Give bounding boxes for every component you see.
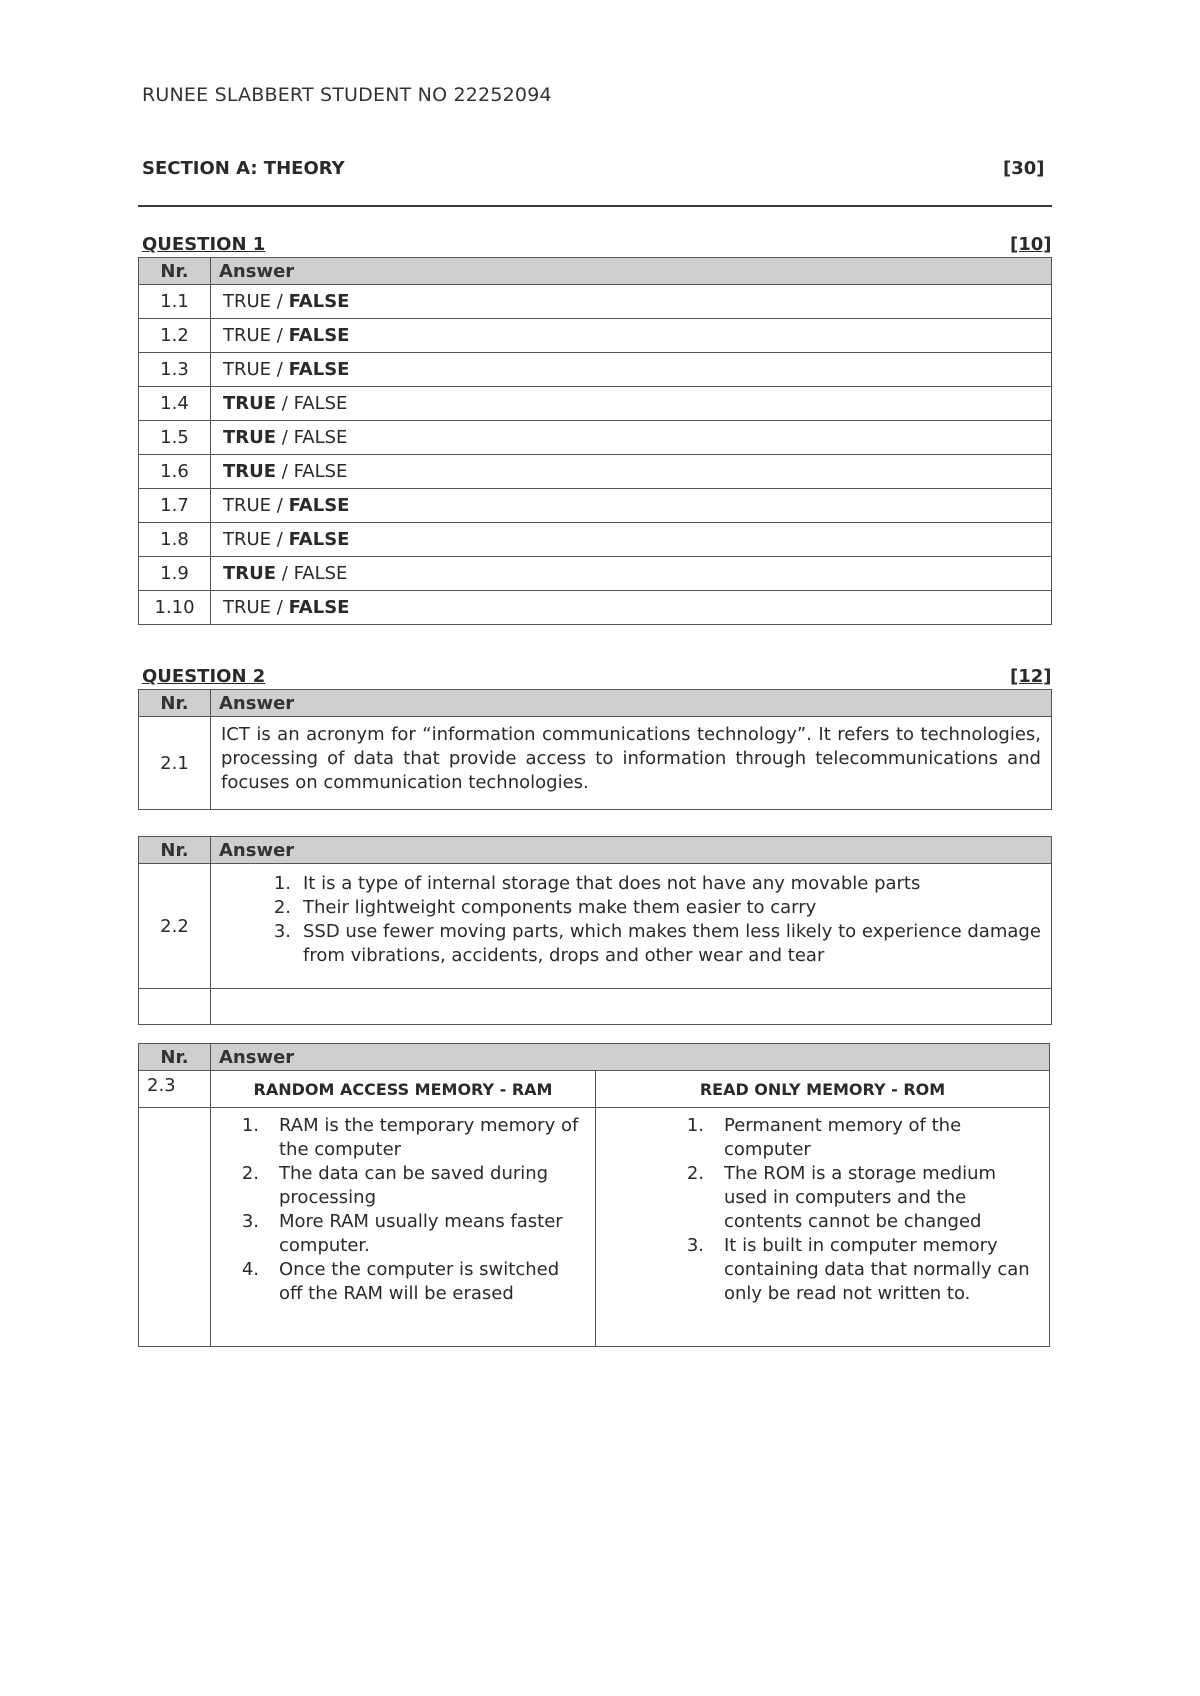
false-option: FALSE [293,461,348,482]
option-separator: / [271,359,289,380]
section-divider [138,205,1052,207]
row-number: 1.8 [139,523,211,557]
row-number: 2.3 [139,1071,211,1108]
row-number: 2.2 [139,864,211,989]
answer-cell [211,421,1052,455]
table-row [139,591,1052,625]
list-number: 3. [686,1235,704,1256]
table-row [139,1071,1050,1108]
table-row [139,387,1052,421]
list-item [221,920,1041,968]
rom-list [604,1114,1041,1306]
empty-cell [139,989,211,1025]
answer-list-cell [211,864,1052,989]
list-text: The ROM is a storage medium used in computers and the contents cannot be changed [724,1163,997,1232]
table-row [139,557,1052,591]
student-line: RUNEE SLABBERT STUDENT NO 22252094 [142,84,552,106]
list-text: It is a type of internal storage that does not have any movable parts [303,873,921,894]
row-number: 1.4 [139,387,211,421]
question1-title: QUESTION 1 [142,234,266,255]
table-header-row [139,1044,1050,1071]
true-option: TRUE [223,427,277,448]
list-text: Their lightweight components make them easier to carry [303,897,817,918]
table-row [139,717,1052,810]
table-row [139,523,1052,557]
table-row [139,864,1052,989]
ram-list-item [219,1114,587,1162]
row-number: 1.5 [139,421,211,455]
table-header-row [139,690,1052,717]
row-number: 1.2 [139,319,211,353]
option-separator: / [276,427,294,448]
false-option: FALSE [288,359,350,380]
section-title: SECTION A: THEORY [142,158,345,179]
row-number: 1.7 [139,489,211,523]
table-row [139,1108,1050,1347]
list-number: 1. [273,873,291,894]
true-option: TRUE [223,325,272,346]
list-item [221,896,1041,920]
answer-list [221,872,1041,968]
question2-marks: [12] [1010,666,1052,687]
rom-list-item [604,1234,1041,1306]
false-option: FALSE [293,393,348,414]
rom-list-cell [596,1108,1050,1347]
answer-cell [211,557,1052,591]
answer-cell [211,523,1052,557]
true-option: TRUE [223,495,272,516]
answer-cell [211,285,1052,319]
answer-cell [211,353,1052,387]
table-header-row [139,837,1052,864]
list-text: Permanent memory of the computer [724,1115,962,1160]
true-option: TRUE [223,563,277,584]
list-item [221,872,1041,896]
list-number: 3. [241,1211,259,1232]
answer-cell [211,591,1052,625]
list-number: 2. [686,1163,704,1184]
answer-cell [211,455,1052,489]
row-number: 1.1 [139,285,211,319]
true-option: TRUE [223,461,277,482]
true-option: TRUE [223,597,272,618]
column-header-answer: Answer [211,690,1052,717]
false-option: FALSE [293,563,348,584]
row-number: 1.6 [139,455,211,489]
table-row-empty [139,989,1052,1025]
ram-list [219,1114,587,1306]
column-header-nr: Nr. [139,837,211,864]
column-header-nr: Nr. [139,690,211,717]
list-text: SSD use fewer moving parts, which makes them less likely to experience damage from vibrations, accidents, drops and other wear and tear [303,921,1041,966]
true-option: TRUE [223,291,272,312]
list-text: RAM is the temporary memory of the computer [279,1115,579,1160]
false-option: FALSE [288,529,350,550]
rom-list-item [604,1114,1041,1162]
list-number: 4. [241,1259,259,1280]
false-option: FALSE [288,597,350,618]
column-header-answer: Answer [211,258,1052,285]
table-row [139,319,1052,353]
list-number: 3. [273,921,291,942]
question2-3-table [138,1043,1050,1347]
false-option: FALSE [288,495,350,516]
column-header-answer: Answer [211,1044,1050,1071]
option-separator: / [271,495,289,516]
ram-heading: RANDOM ACCESS MEMORY - RAM [211,1071,596,1108]
question1-table [138,257,1052,625]
row-number: 2.1 [139,717,211,810]
list-text: More RAM usually means faster computer. [279,1211,563,1256]
rom-list-item [604,1162,1041,1234]
empty-cell [139,1108,211,1347]
empty-cell [211,989,1052,1025]
list-number: 2. [273,897,291,918]
ram-list-item [219,1210,587,1258]
option-separator: / [271,597,289,618]
false-option: FALSE [293,427,348,448]
list-text: The data can be saved during processing [279,1163,549,1208]
table-row [139,421,1052,455]
option-separator: / [271,325,289,346]
option-separator: / [276,563,294,584]
ram-list-item [219,1162,587,1210]
row-number: 1.9 [139,557,211,591]
section-marks: [30] [1003,158,1045,179]
option-separator: / [276,393,294,414]
option-separator: / [271,291,289,312]
question2-2-table [138,836,1052,1025]
option-separator: / [276,461,294,482]
answer-cell [211,489,1052,523]
column-header-answer: Answer [211,837,1052,864]
column-header-nr: Nr. [139,1044,211,1071]
list-text: Once the computer is switched off the RAM will be erased [279,1259,560,1304]
ram-list-item [219,1258,587,1306]
row-number: 1.10 [139,591,211,625]
option-separator: / [271,529,289,550]
question2-1-table [138,689,1052,810]
true-option: TRUE [223,529,272,550]
question1-marks: [10] [1010,234,1052,255]
false-option: FALSE [288,291,350,312]
ram-list-cell [211,1108,596,1347]
answer-cell [211,387,1052,421]
list-number: 1. [686,1115,704,1136]
table-row [139,489,1052,523]
answer-cell [211,319,1052,353]
table-row [139,353,1052,387]
table-row [139,455,1052,489]
false-option: FALSE [288,325,350,346]
list-number: 1. [241,1115,259,1136]
answer-text: ICT is an acronym for “information communications technology”. It refers to technologies, processing of data that provide access to information through telecommunications and focuses on communication technologies. [211,717,1052,810]
table-row [139,285,1052,319]
column-header-nr: Nr. [139,258,211,285]
list-number: 2. [241,1163,259,1184]
row-number: 1.3 [139,353,211,387]
table-header-row [139,258,1052,285]
rom-heading: READ ONLY MEMORY - ROM [596,1071,1050,1108]
true-option: TRUE [223,359,272,380]
true-option: TRUE [223,393,277,414]
list-text: It is built in computer memory containing data that normally can only be read not written to. [724,1235,1030,1304]
question2-title: QUESTION 2 [142,666,266,687]
